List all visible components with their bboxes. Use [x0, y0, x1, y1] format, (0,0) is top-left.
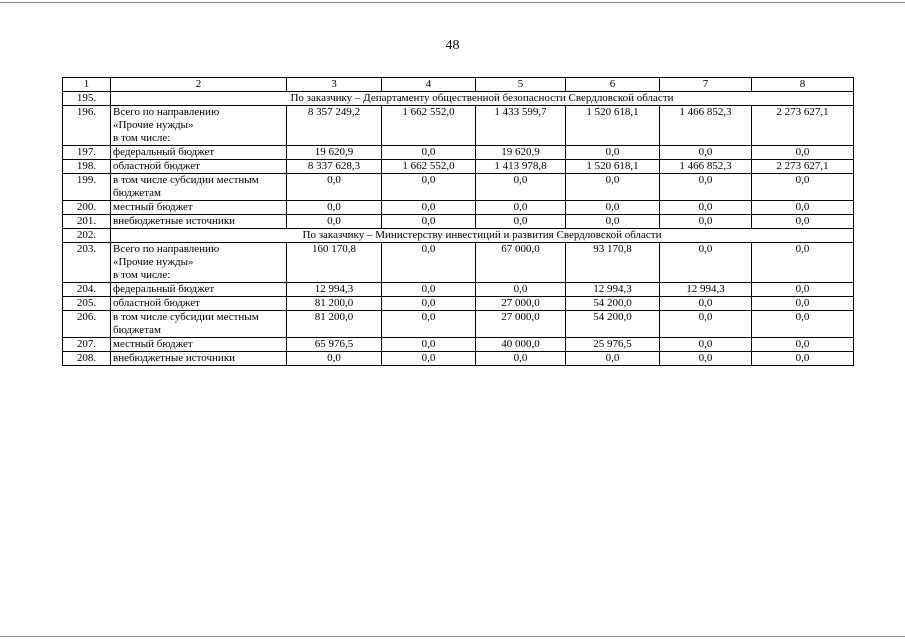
row-label: [111, 352, 287, 366]
value-cell: 0,0: [287, 201, 382, 215]
row-label-line: «Прочие нужды»: [113, 119, 194, 131]
header-cell: 7: [660, 78, 752, 92]
value-cell: 2 273 627,1: [752, 106, 854, 146]
row-number: 207.: [63, 338, 111, 352]
value-cell: 1 520 618,1: [566, 160, 660, 174]
row-label-line: местный бюджет: [113, 338, 193, 350]
table-row: [63, 283, 854, 297]
value-cell: 0,0: [566, 352, 660, 366]
row-label-line: местный бюджет: [113, 201, 193, 213]
top-edge-rule: [0, 2, 905, 3]
value-cell: 0,0: [752, 283, 854, 297]
value-cell: 0,0: [287, 352, 382, 366]
value-cell: 19 620,9: [287, 146, 382, 160]
row-label: [111, 160, 287, 174]
table-row: [63, 352, 854, 366]
row-number: 198.: [63, 160, 111, 174]
row-number: 208.: [63, 352, 111, 366]
value-cell: 81 200,0: [287, 297, 382, 311]
value-cell: 12 994,3: [287, 283, 382, 297]
value-cell: 0,0: [752, 311, 854, 338]
row-number: 201.: [63, 215, 111, 229]
value-cell: 12 994,3: [660, 283, 752, 297]
row-label-line: в том числе:: [113, 132, 171, 144]
value-cell: 0,0: [752, 297, 854, 311]
value-cell: 0,0: [566, 174, 660, 201]
row-label-line: в том числе субсидии местным: [113, 311, 259, 323]
row-label: [111, 243, 287, 283]
header-cell: 3: [287, 78, 382, 92]
value-cell: 0,0: [476, 201, 566, 215]
row-label-line: бюджетам: [113, 324, 161, 336]
row-label: [111, 215, 287, 229]
value-cell: 19 620,9: [476, 146, 566, 160]
value-cell: 0,0: [752, 352, 854, 366]
value-cell: 0,0: [382, 338, 476, 352]
table-row: [63, 201, 854, 215]
value-cell: 0,0: [660, 338, 752, 352]
row-number: 206.: [63, 311, 111, 338]
value-cell: 0,0: [382, 146, 476, 160]
header-cell: 4: [382, 78, 476, 92]
row-label-line: федеральный бюджет: [113, 283, 215, 295]
table-row: [63, 215, 854, 229]
value-cell: 0,0: [476, 283, 566, 297]
value-cell: 0,0: [660, 243, 752, 283]
value-cell: 0,0: [382, 297, 476, 311]
value-cell: 54 200,0: [566, 297, 660, 311]
row-label-line: областной бюджет: [113, 160, 200, 172]
value-cell: 0,0: [752, 338, 854, 352]
value-cell: 0,0: [752, 201, 854, 215]
row-label-line: в том числе:: [113, 269, 171, 281]
row-number: 197.: [63, 146, 111, 160]
row-label: [111, 146, 287, 160]
table-header-row: [63, 78, 854, 92]
value-cell: 2 273 627,1: [752, 160, 854, 174]
row-number: 203.: [63, 243, 111, 283]
value-cell: 40 000,0: [476, 338, 566, 352]
row-label-line: внебюджетные источники: [113, 215, 236, 227]
value-cell: 0,0: [566, 146, 660, 160]
value-cell: 25 976,5: [566, 338, 660, 352]
value-cell: 0,0: [660, 311, 752, 338]
row-number: 196.: [63, 106, 111, 146]
table-row: [63, 243, 854, 283]
table-body: [63, 78, 854, 366]
value-cell: 27 000,0: [476, 297, 566, 311]
value-cell: 0,0: [382, 174, 476, 201]
table-row: [63, 160, 854, 174]
row-label-line: Всего по направлению: [113, 243, 220, 255]
value-cell: 54 200,0: [566, 311, 660, 338]
row-number: 204.: [63, 283, 111, 297]
row-label: [111, 311, 287, 338]
row-label-line: в том числе субсидии местным: [113, 174, 259, 186]
row-label-line: внебюджетные источники: [113, 352, 236, 364]
row-label-line: «Прочие нужды»: [113, 256, 194, 268]
row-label-line: областной бюджет: [113, 297, 200, 309]
value-cell: 0,0: [660, 201, 752, 215]
value-cell: 1 413 978,8: [476, 160, 566, 174]
value-cell: 0,0: [382, 243, 476, 283]
header-cell: 2: [111, 78, 287, 92]
value-cell: 0,0: [382, 352, 476, 366]
row-label: [111, 106, 287, 146]
value-cell: 1 662 552,0: [382, 106, 476, 146]
value-cell: 0,0: [382, 311, 476, 338]
value-cell: 0,0: [476, 215, 566, 229]
table-row: [63, 297, 854, 311]
value-cell: 0,0: [660, 297, 752, 311]
row-label: [111, 201, 287, 215]
section-row: [63, 92, 854, 106]
value-cell: 0,0: [660, 215, 752, 229]
value-cell: 0,0: [476, 352, 566, 366]
value-cell: 27 000,0: [476, 311, 566, 338]
table-row: [63, 338, 854, 352]
header-cell: 5: [476, 78, 566, 92]
value-cell: 0,0: [566, 215, 660, 229]
value-cell: 1 433 599,7: [476, 106, 566, 146]
value-cell: 0,0: [752, 215, 854, 229]
value-cell: 0,0: [287, 174, 382, 201]
table-row: [63, 106, 854, 146]
row-number: 205.: [63, 297, 111, 311]
value-cell: 0,0: [382, 201, 476, 215]
value-cell: 0,0: [752, 146, 854, 160]
value-cell: 0,0: [287, 215, 382, 229]
budget-table: [62, 77, 854, 366]
value-cell: 0,0: [660, 174, 752, 201]
section-title: По заказчику – Министерству инвестиций и развития Свердловской области: [111, 229, 854, 243]
value-cell: 0,0: [660, 352, 752, 366]
row-label: [111, 297, 287, 311]
value-cell: 160 170,8: [287, 243, 382, 283]
table-row: [63, 174, 854, 201]
row-label-line: федеральный бюджет: [113, 146, 215, 158]
value-cell: 1 662 552,0: [382, 160, 476, 174]
table-row: [63, 146, 854, 160]
row-label-line: бюджетам: [113, 187, 161, 199]
value-cell: 1 466 852,3: [660, 160, 752, 174]
header-cell: 6: [566, 78, 660, 92]
row-label: [111, 283, 287, 297]
value-cell: 1 520 618,1: [566, 106, 660, 146]
bottom-edge-rule: [0, 636, 905, 637]
value-cell: 0,0: [382, 215, 476, 229]
row-number: 199.: [63, 174, 111, 201]
value-cell: 12 994,3: [566, 283, 660, 297]
value-cell: 8 337 628,3: [287, 160, 382, 174]
value-cell: 65 976,5: [287, 338, 382, 352]
row-label: [111, 174, 287, 201]
value-cell: 0,0: [752, 243, 854, 283]
header-cell: 8: [752, 78, 854, 92]
value-cell: 93 170,8: [566, 243, 660, 283]
row-number: 202.: [63, 229, 111, 243]
row-label-line: Всего по направлению: [113, 106, 220, 118]
row-number: 200.: [63, 201, 111, 215]
value-cell: 0,0: [752, 174, 854, 201]
value-cell: 0,0: [382, 283, 476, 297]
value-cell: 1 466 852,3: [660, 106, 752, 146]
value-cell: 0,0: [660, 146, 752, 160]
row-label: [111, 338, 287, 352]
value-cell: 8 357 249,2: [287, 106, 382, 146]
section-title: По заказчику – Департаменту общественной безопасности Свердловской области: [111, 92, 854, 106]
row-number: 195.: [63, 92, 111, 106]
page-number: 48: [445, 38, 460, 53]
section-row: [63, 229, 854, 243]
table-row: [63, 311, 854, 338]
value-cell: 81 200,0: [287, 311, 382, 338]
value-cell: 0,0: [476, 174, 566, 201]
value-cell: 67 000,0: [476, 243, 566, 283]
header-cell: 1: [63, 78, 111, 92]
value-cell: 0,0: [566, 201, 660, 215]
